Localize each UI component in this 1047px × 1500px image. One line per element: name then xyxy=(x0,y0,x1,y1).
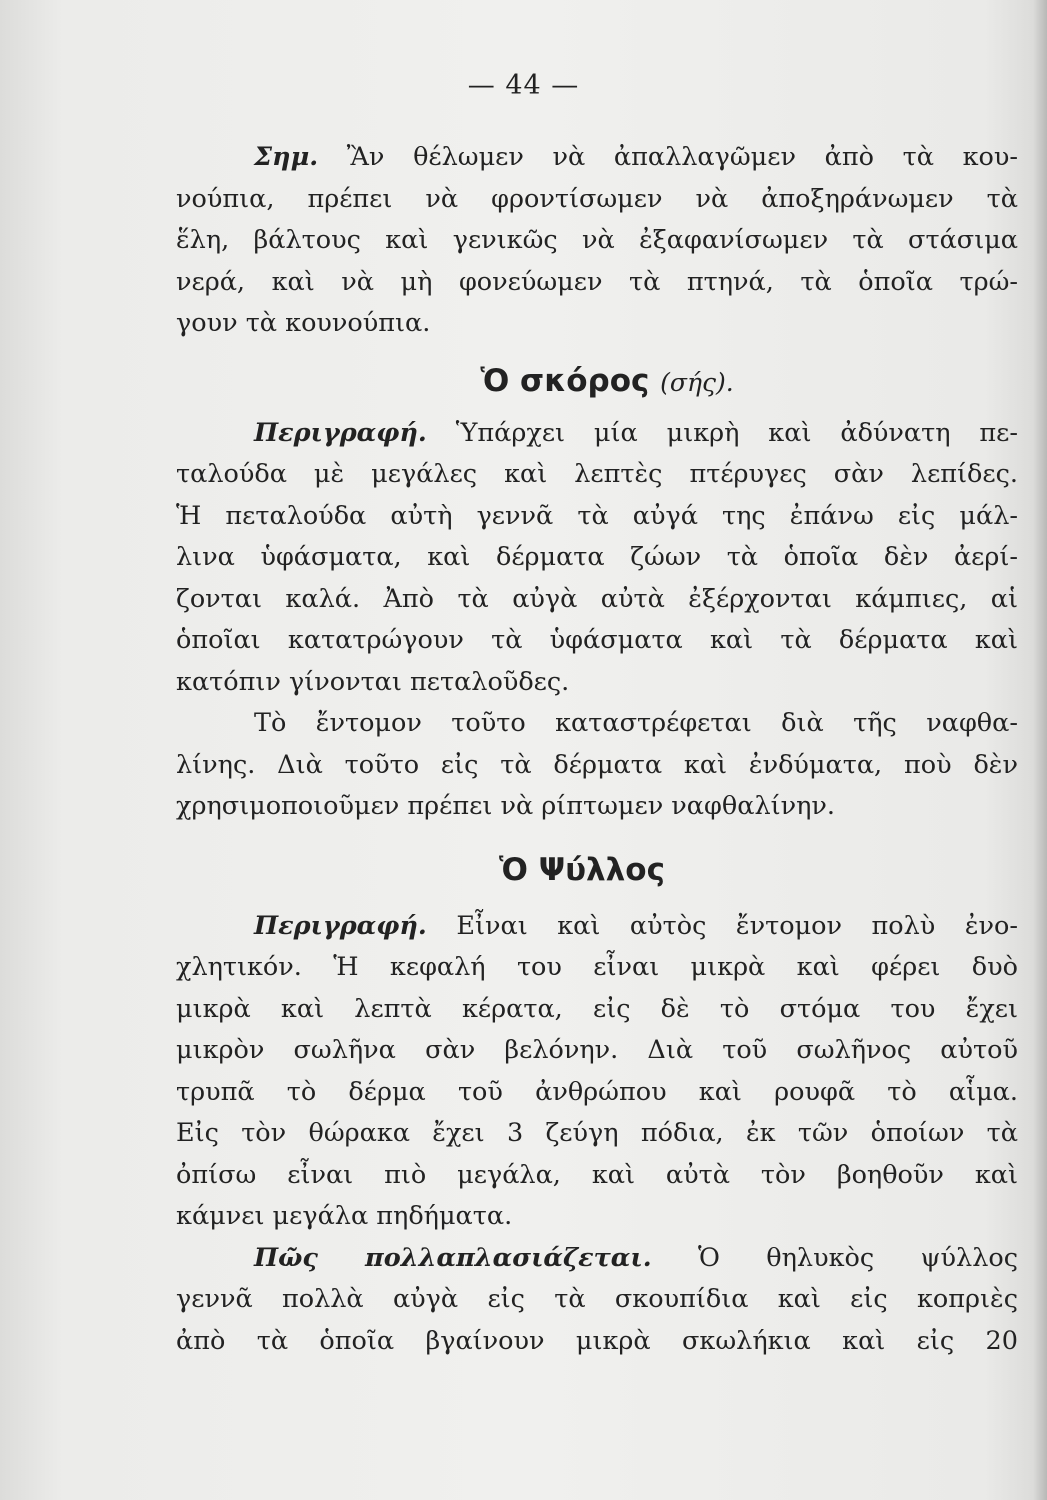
flea-mult-line-3: ἀπὸ τὰ ὁποῖα βγαίνουν μικρὰ σκωλήκια καὶ εἰς 20 xyxy=(176,1325,1018,1356)
section-title-moth: Ὁ σκόρος xyxy=(480,362,650,399)
moth-line-10: χρησιμοποιοῦμεν πρέπει νὰ ρίπτωμεν ναφθαλίνην. xyxy=(176,791,836,821)
note-line-2: νούπια, πρέπει νὰ φροντίσωμεν νὰ ἀποξηράνωμεν τὰ xyxy=(176,183,1018,214)
moth-line-7: κατόπιν γίνονται πεταλοῦδες. xyxy=(176,666,570,697)
moth-line-8: Τὸ ἔντομον τοῦτο καταστρέφεται διὰ τῆς ναφθα- xyxy=(254,708,1018,738)
moth-line-6: ὁποῖαι κατατρώγουν τὰ ὑφάσματα καὶ τὰ δέρματα καὶ xyxy=(176,625,1018,655)
moth-line-4: λινα ὑφάσματα, καὶ δέρματα ζώων τὰ ὁποῖα δὲν ἀερί- xyxy=(176,542,1018,572)
moth-line-2: ταλούδα μὲ μεγάλες καὶ λεπτὲς πτέρυγες σὰν λεπίδες. xyxy=(176,459,1018,489)
flea-desc-lead: Περιγραφή. xyxy=(254,910,427,941)
moth-desc-lead: Περιγραφή. xyxy=(254,417,427,448)
flea-line-7: ὀπίσω εἶναι πιὸ μεγάλα, καὶ αὐτὰ τὸν βοηθοῦν καὶ xyxy=(176,1159,1018,1190)
note-lead: Σημ. xyxy=(254,142,319,172)
flea-line-2: χλητικόν. Ἡ κεφαλή του εἶναι μικρὰ καὶ φέρει δυὸ xyxy=(176,952,1018,982)
flea-mult-text-1: Ὁ θηλυκὸς ψύλλος xyxy=(698,1242,1018,1273)
flea-line-5: τρυπᾶ τὸ δέρμα τοῦ ἀνθρώπου καὶ ρουφᾶ τὸ αἷμα. xyxy=(176,1076,1018,1107)
note-line-4: νερά, καὶ νὰ μὴ φονεύωμεν τὰ πτηνά, τὰ ὁποῖα τρώ- xyxy=(176,266,1018,297)
section-heading-moth xyxy=(176,349,1018,413)
note-line-3: ἕλη, βάλτους καὶ γενικῶς νὰ ἐξαφανίσωμεν τὰ στάσιμα xyxy=(176,225,1018,255)
moth-line-1 xyxy=(176,413,1018,455)
flea-line-1 xyxy=(176,906,1018,948)
flea-mult-lead: Πῶς πολλαπλασιάζεται. xyxy=(254,1242,652,1273)
section-subtitle-moth: (σής). xyxy=(660,367,734,397)
flea-mult-line-2: γεννᾶ πολλὰ αὐγὰ εἰς τὰ σκουπίδια καὶ εἰς κοπριὲς xyxy=(176,1284,1018,1314)
note-line-5: γουν τὰ κουνούπια. xyxy=(176,308,431,338)
page-body xyxy=(176,137,1018,1362)
flea-line-3: μικρὰ καὶ λεπτὰ κέρατα, εἰς δὲ τὸ στόμα του ἔχει xyxy=(176,993,1018,1024)
page-edge-shadow xyxy=(1033,0,1047,1500)
note-line-1 xyxy=(176,137,1018,179)
flea-line-6: Εἰς τὸν θώρακα ἔχει 3 ζεύγη πόδια, ἐκ τῶν ὁποίων τὰ xyxy=(176,1118,1018,1148)
moth-line-5: ζονται καλά. Ἀπὸ τὰ αὐγὰ αὐτὰ ἐξέρχονται κάμπιες, αἱ xyxy=(176,583,1018,614)
section-heading-flea: Ὁ Ψύλλος xyxy=(499,851,665,888)
page-number-value: 44 xyxy=(505,70,542,101)
note-text-1: Ἂν θέλωμεν νὰ ἀπαλλαγῶμεν ἀπὸ τὰ κου- xyxy=(346,142,1018,172)
flea-text-1: Εἶναι καὶ αὐτὸς ἔντομον πολὺ ἐνο- xyxy=(456,910,1019,941)
flea-line-8: κάμνει μεγάλα πηδήματα. xyxy=(176,1201,513,1231)
page-number: — 44 — xyxy=(467,70,580,101)
flea-line-4: μικρὸν σωλῆνα σὰν βελόνην. Διὰ τοῦ σωλῆνος αὐτοῦ xyxy=(176,1035,1018,1065)
flea-mult-line-1 xyxy=(176,1238,1018,1280)
moth-line-9: λίνης. Διὰ τοῦτο εἰς τὰ δέρματα καὶ ἐνδύματα, ποὺ δὲν xyxy=(176,749,1018,780)
moth-line-3: Ἡ πεταλούδα αὐτὴ γεννᾶ τὰ αὐγά της ἐπάνω εἰς μάλ- xyxy=(176,500,1018,531)
moth-text-1: Ὑπάρχει μία μικρὴ καὶ ἀδύνατη πε- xyxy=(455,417,1019,448)
